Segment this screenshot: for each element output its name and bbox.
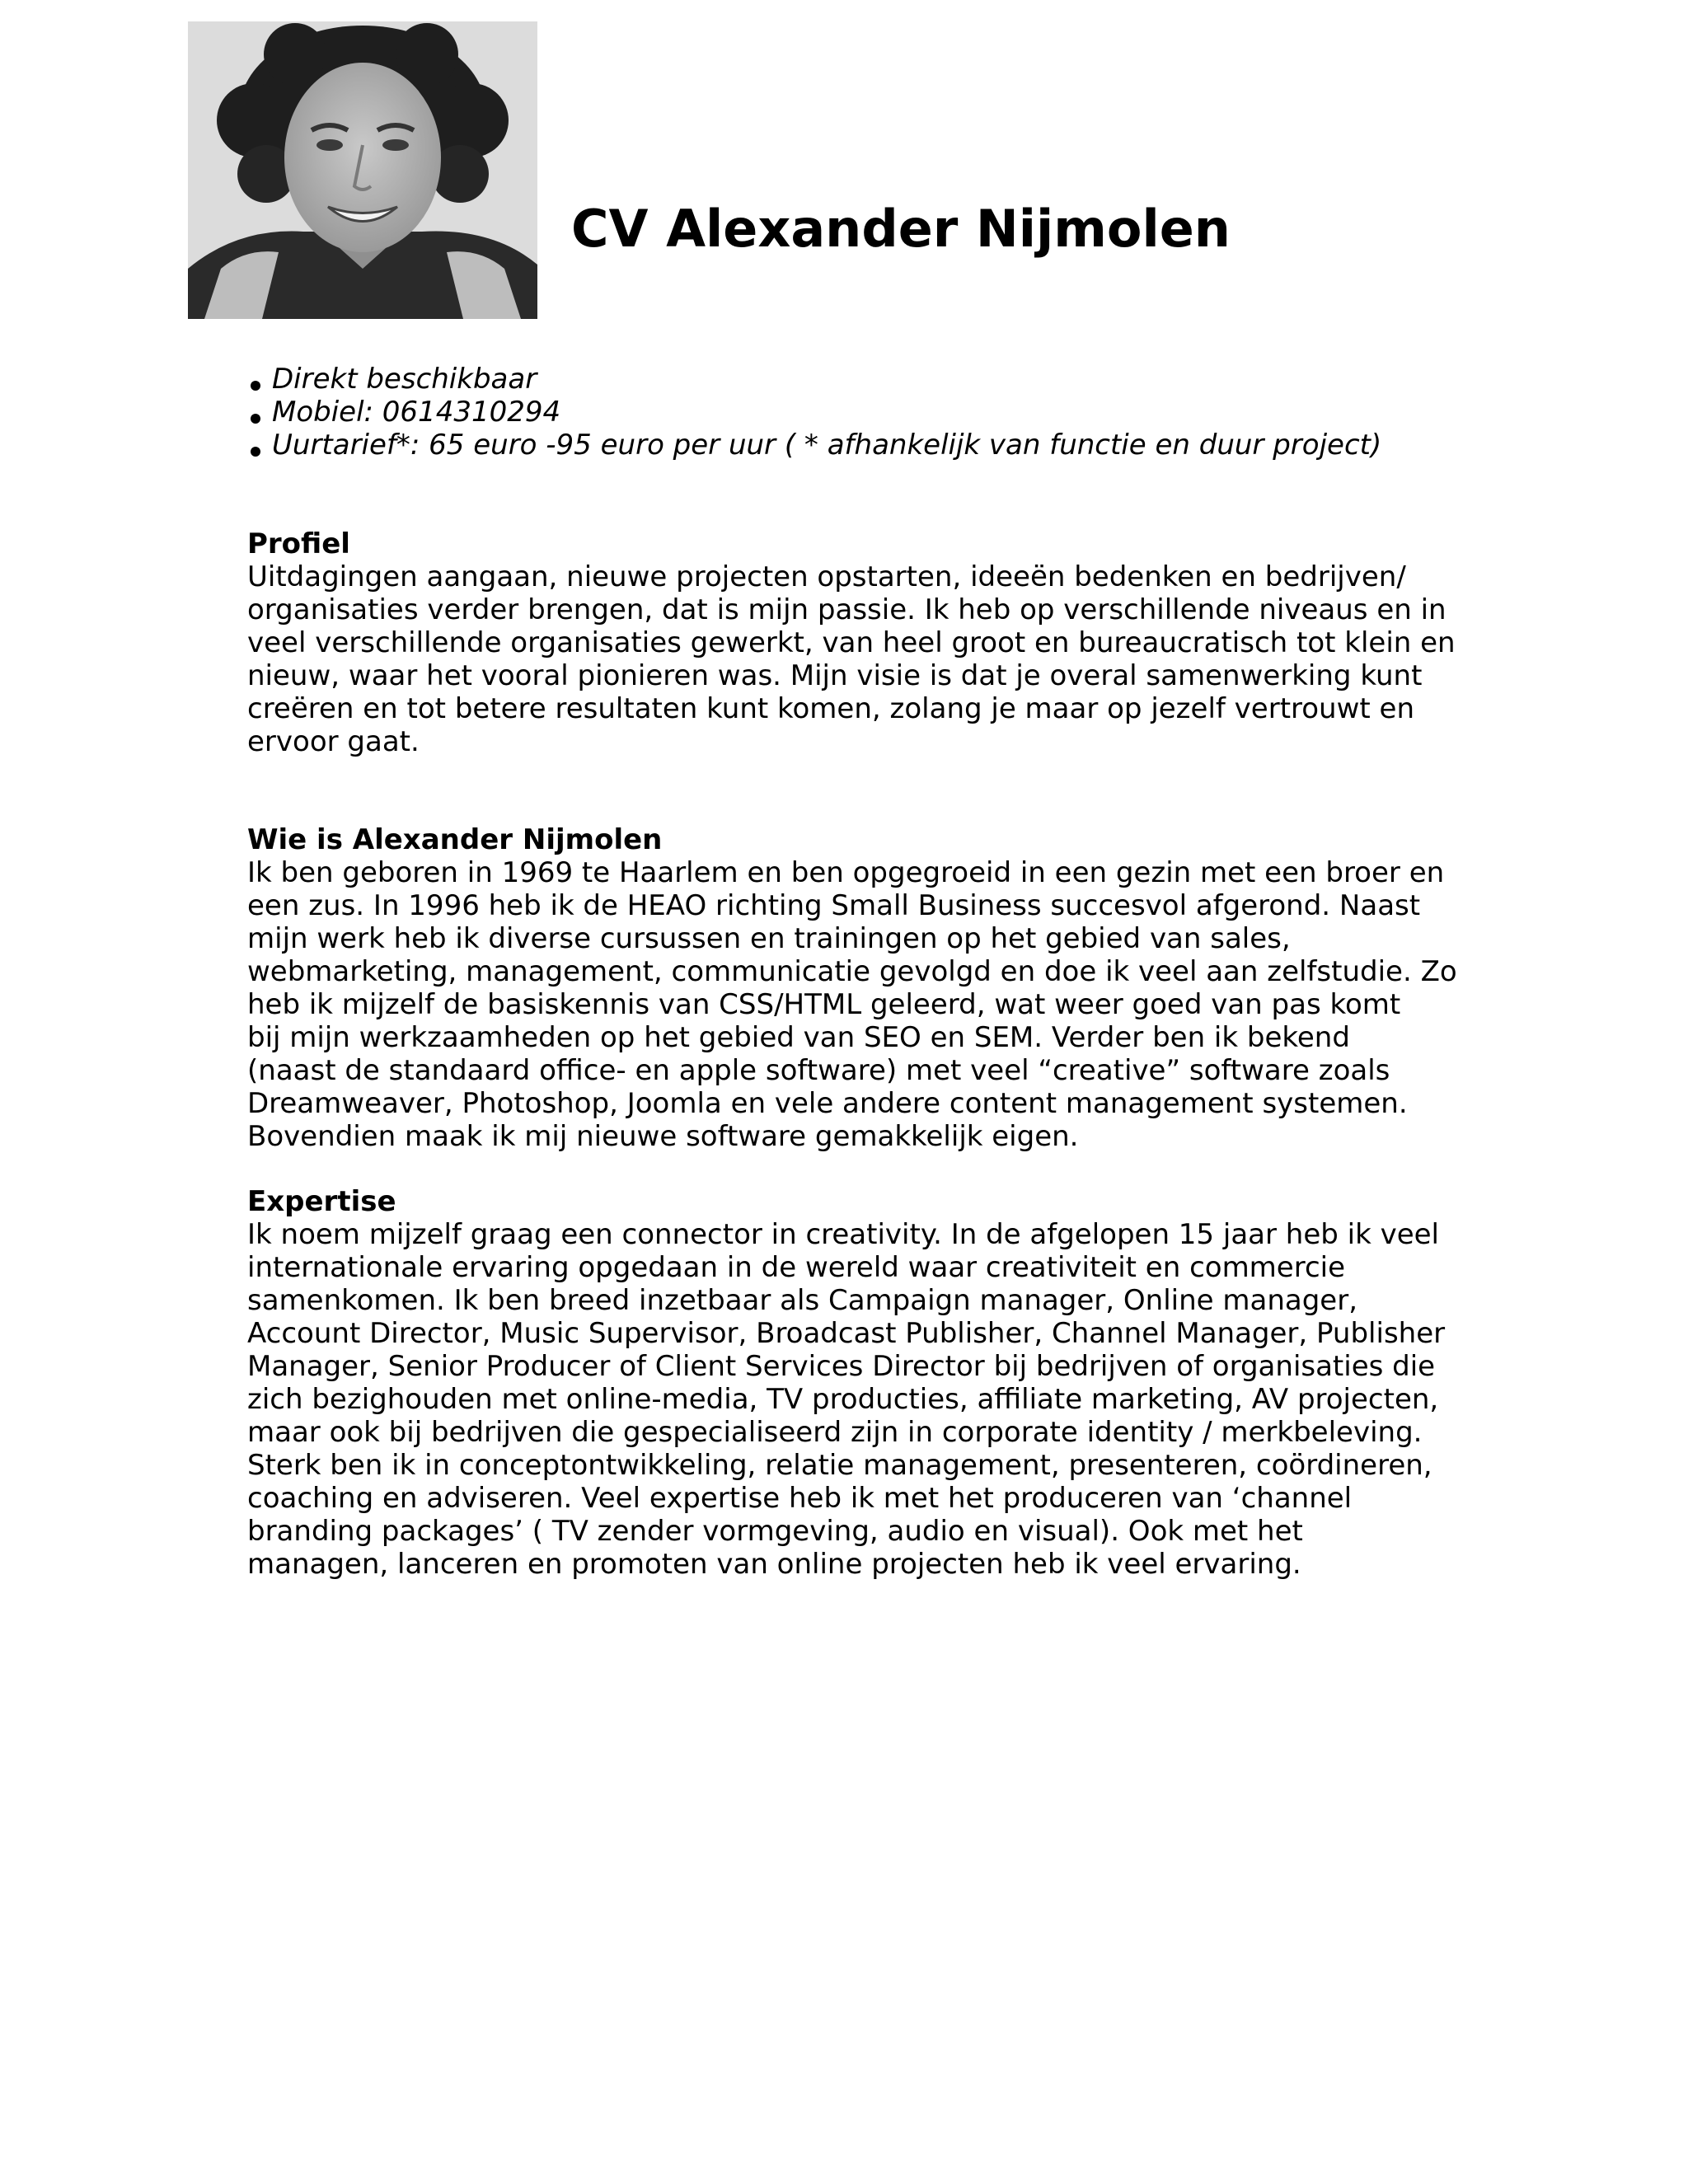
text-line: branding packages’ ( TV zender vormgeving, audio en visual). Ook met het	[247, 1515, 1303, 1548]
text-line: (naast de standaard office- en apple software) met veel “creative” software zoals	[247, 1054, 1390, 1087]
text-line: zich bezighouden met online-media, TV producties, affiliate marketing, AV projecten,	[247, 1383, 1439, 1416]
section-heading: Expertise	[247, 1185, 396, 1218]
text-line: Manager, Senior Producer of Client Services Director bij bedrijven of organisaties die	[247, 1350, 1436, 1383]
text-line: Bovendien maak ik mij nieuwe software gemakkelijk eigen.	[247, 1120, 1079, 1153]
text-line: nieuw, waar het vooral pionieren was. Mijn visie is dat je overal samenwerking kunt	[247, 659, 1423, 692]
text-line: managen, lanceren en promoten van online projecten heb ik veel ervaring.	[247, 1548, 1301, 1581]
text-line: maar ook bij bedrijven die gespecialiseerd zijn in corporate identity / merkbeleving.	[247, 1416, 1423, 1449]
section-wie-is	[247, 823, 1457, 1153]
text-line: ervoor gaat.	[247, 725, 420, 758]
text-line: Ik noem mijzelf graag een connector in creativity. In de afgelopen 15 jaar heb ik veel	[247, 1218, 1439, 1251]
text-line: een zus. In 1996 heb ik de HEAO richting Small Business succesvol afgerond. Naast	[247, 889, 1421, 922]
text-line: webmarketing, management, communicatie gevolgd en doe ik veel aan zelfstudie. Zo	[247, 955, 1457, 988]
text-line: veel verschillende organisaties gewerkt, van heel groot en bureaucratisch tot klein en	[247, 626, 1456, 659]
section-text	[247, 560, 1456, 758]
text-line: organisaties verder brengen, dat is mijn passie. Ik heb op verschillende niveaus en in	[247, 593, 1447, 626]
page-title: CV Alexander Nijmolen	[571, 199, 1231, 259]
phone-item: Mobiel: 0614310294	[247, 396, 1381, 429]
text-line: Account Director, Music Supervisor, Broadcast Publisher, Channel Manager, Publisher	[247, 1317, 1446, 1350]
availability-item: Direkt beschikbaar	[247, 363, 1381, 396]
text-line: internationale ervaring opgedaan in de wereld waar creativiteit en commercie	[247, 1251, 1346, 1284]
info-list	[247, 363, 1381, 462]
text-line: samenkomen. Ik ben breed inzetbaar als Campaign manager, Online manager,	[247, 1284, 1358, 1317]
text-line: Ik ben geboren in 1969 te Haarlem en ben opgegroeid in een gezin met een broer en	[247, 856, 1445, 889]
text-line: creëren en tot betere resultaten kunt komen, zolang je maar op jezelf vertrouwt en	[247, 692, 1415, 725]
text-line: Uitdagingen aangaan, nieuwe projecten opstarten, ideeën bedenken en bedrijven/	[247, 560, 1406, 593]
rate-item: Uurtarief*: 65 euro -95 euro per uur ( * afhankelijk van functie en duur project)	[247, 429, 1381, 462]
section-text	[247, 1218, 1451, 1581]
section-heading: Wie is Alexander Nijmolen	[247, 823, 663, 856]
section-text	[247, 856, 1457, 1153]
text-line: coaching en adviseren. Veel expertise heb ik met het produceren van ‘channel	[247, 1482, 1353, 1515]
text-line: bij mijn werkzaamheden op het gebied van SEO en SEM. Verder ben ik bekend	[247, 1021, 1350, 1054]
text-line: Dreamweaver, Photoshop, Joomla en vele andere content management systemen.	[247, 1087, 1408, 1120]
section-profiel	[247, 527, 1456, 758]
text-line: heb ik mijzelf de basiskennis van CSS/HTML geleerd, wat weer goed van pas komt	[247, 988, 1401, 1021]
text-line: mijn werk heb ik diverse cursussen en trainingen op het gebied van sales,	[247, 922, 1291, 955]
profile-photo	[188, 21, 537, 319]
section-heading: Profiel	[247, 527, 350, 560]
section-expertise	[247, 1185, 1451, 1581]
text-line: Sterk ben ik in conceptontwikkeling, relatie management, presenteren, coördineren,	[247, 1449, 1432, 1482]
